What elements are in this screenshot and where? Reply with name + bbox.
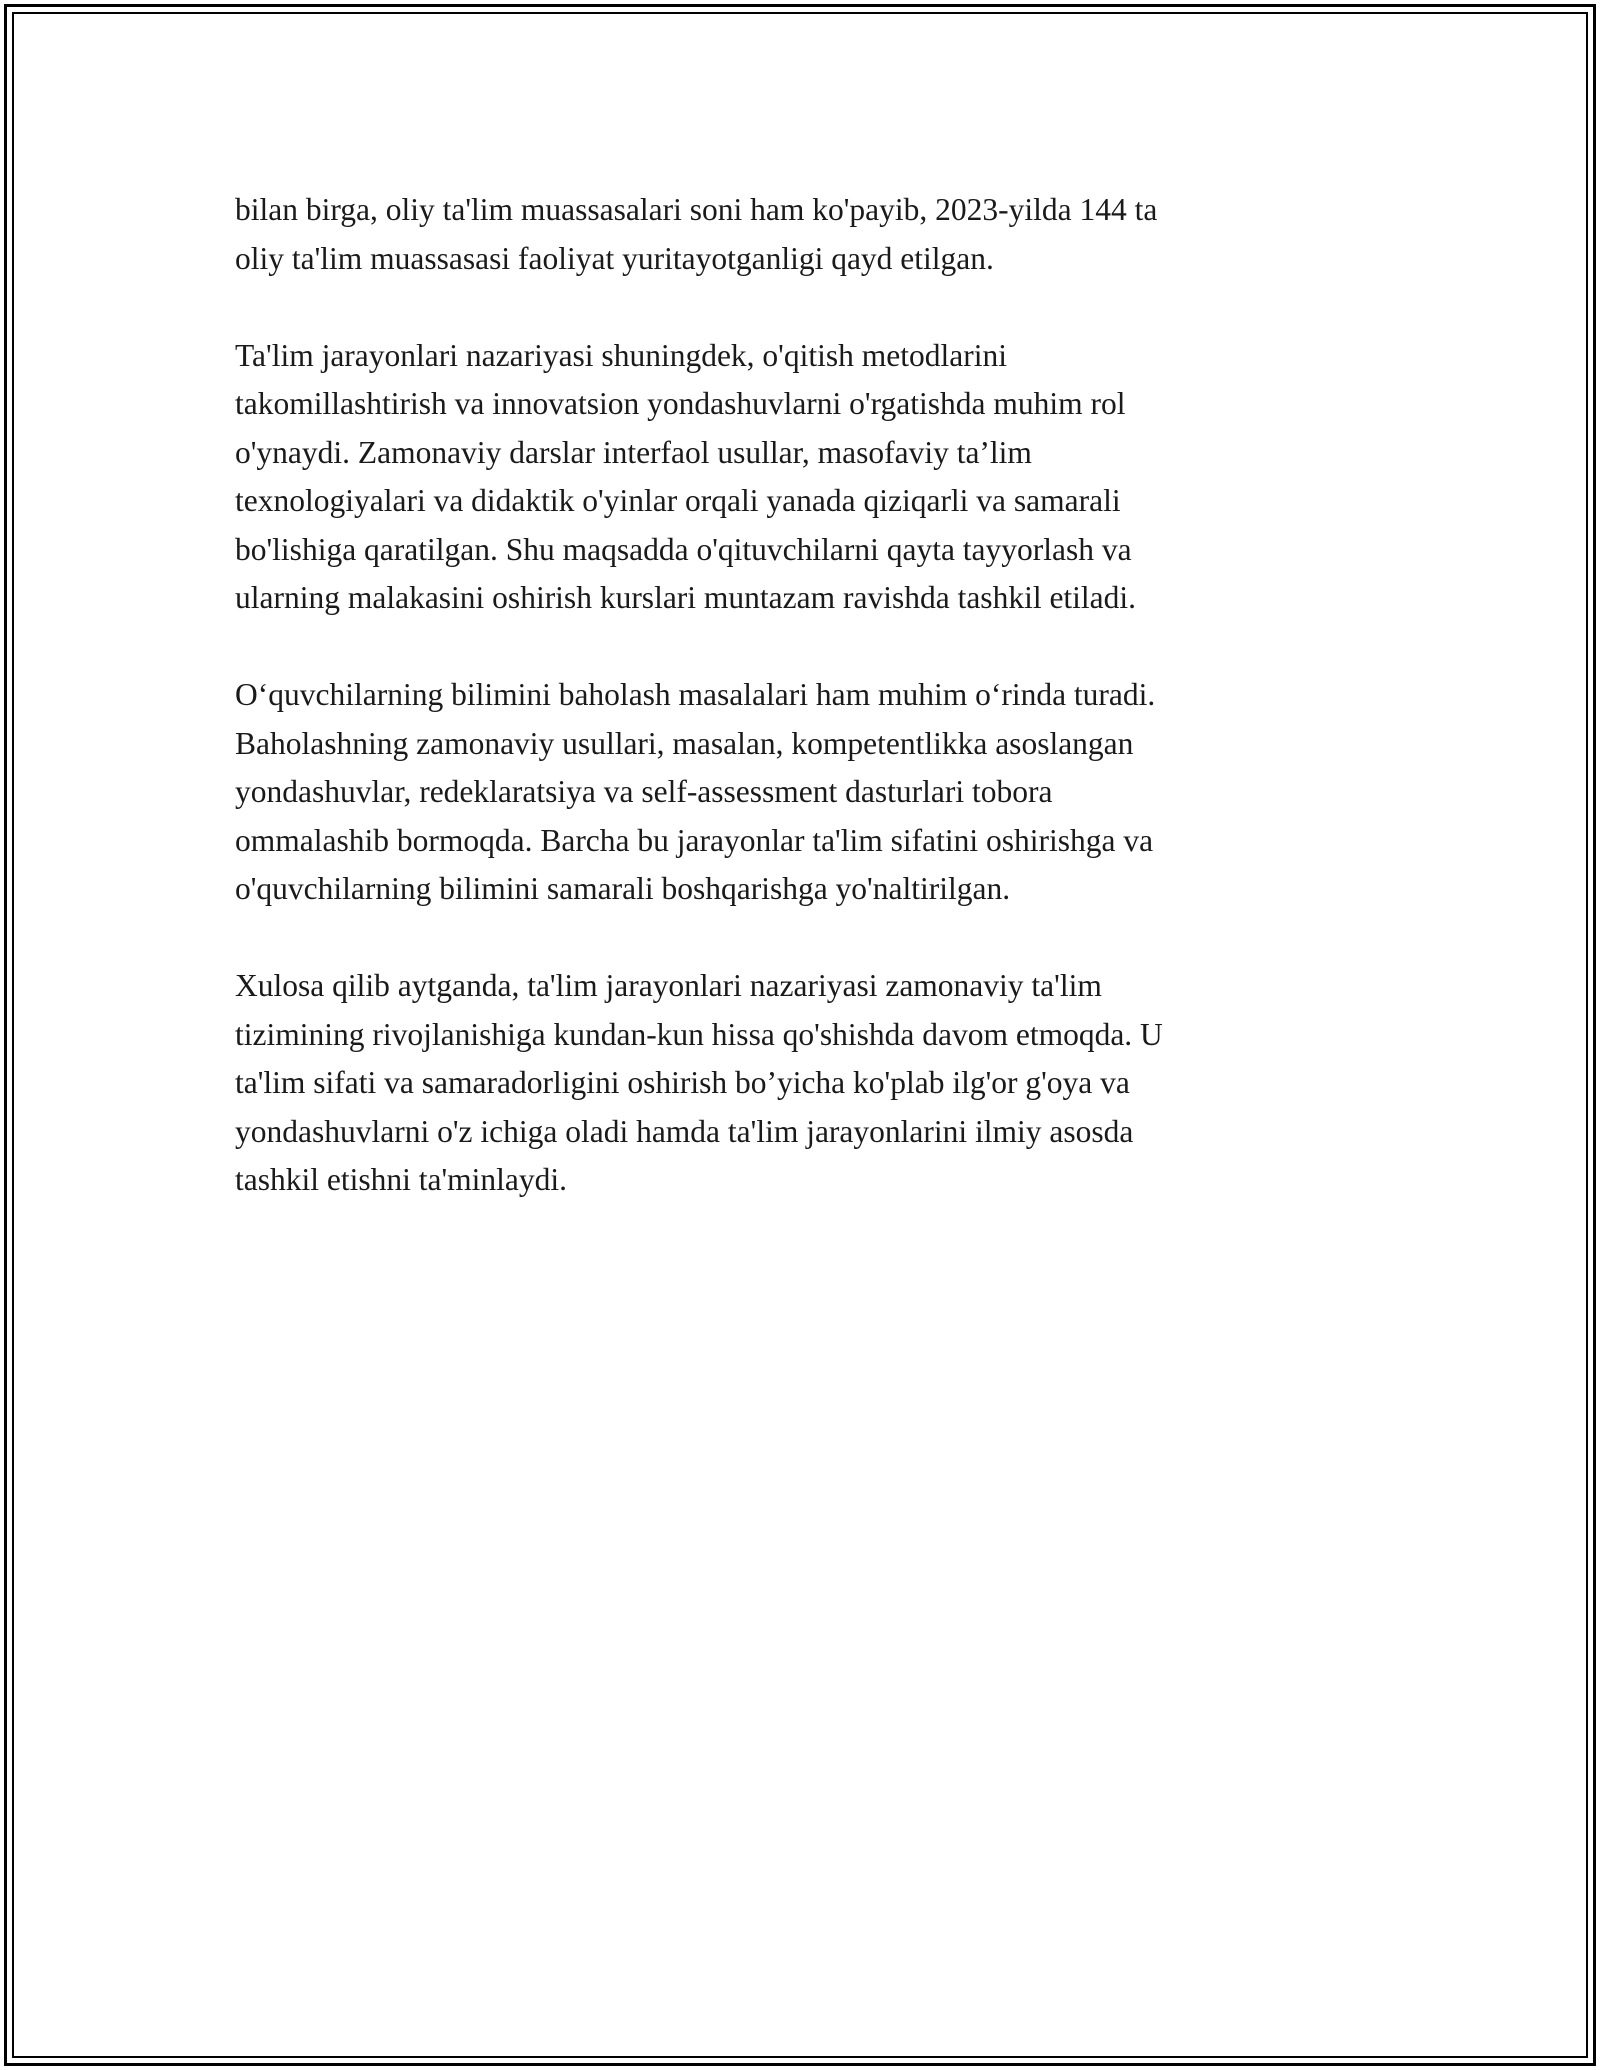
- text-line: ommalashib bormoqda. Barcha bu jarayonlar ta'lim sifatini oshirishga va: [235, 822, 1154, 858]
- text-line: Xulosa qilib aytganda, ta'lim jarayonlari nazariyasi zamonaviy ta'lim: [235, 968, 1102, 1003]
- paragraph-3: [235, 671, 1355, 914]
- text-line: ta'lim sifati va samaradorligini oshirish bo’yicha ko'plab ilg'or g'oya va: [235, 1065, 1130, 1100]
- paragraph-1: [235, 186, 1355, 283]
- text-line: ularning malakasini oshirish kurslari muntazam ravishda tashkil etiladi.: [235, 580, 1137, 615]
- paragraph-4: [235, 962, 1355, 1205]
- text-line: bo'lishiga qaratilgan. Shu maqsadda o'qituvchilarni qayta tayyorlash va: [235, 531, 1132, 567]
- text-line: takomillashtirish va innovatsion yondashuvlarni o'rgatishda muhim rol: [235, 386, 1126, 421]
- paragraph-2: [235, 332, 1355, 623]
- text-line: tizimining rivojlanishiga kundan-kun hissa qo'shishda davom etmoqda. U: [235, 1016, 1163, 1052]
- text-line: tashkil etishni ta'minlaydi.: [235, 1162, 568, 1197]
- text-line: yondashuvlar, redeklaratsiya va self-assessment dasturlari tobora: [235, 774, 1053, 809]
- text-line: oliy ta'lim muassasasi faoliyat yuritayotganligi qayd etilgan.: [235, 240, 994, 276]
- text-line: bilan birga, oliy ta'lim muassasalari soni ham ko'payib, 2023-yilda 144 ta: [235, 192, 1158, 227]
- text-line: O‘quvchilarning bilimini baholash masalalari ham muhim o‘rinda turadi.: [235, 677, 1156, 712]
- text-line: Ta'lim jarayonlari nazariyasi shuningdek, o'qitish metodlarini: [235, 337, 1007, 373]
- text-line: o'ynaydi. Zamonaviy darslar interfaol usullar, masofaviy ta’lim: [235, 434, 1032, 470]
- text-line: Baholashning zamonaviy usullari, masalan, kompetentlikka asoslangan: [235, 725, 1134, 761]
- text-line: o'quvchilarning bilimini samarali boshqarishga yo'naltirilgan.: [235, 871, 1011, 906]
- text-line: texnologiyalari va didaktik o'yinlar orqali yanada qiziqarli va samarali: [235, 483, 1121, 518]
- document-body: [235, 186, 1355, 1253]
- text-line: yondashuvlarni o'z ichiga oladi hamda ta'lim jarayonlarini ilmiy asosda: [235, 1113, 1134, 1149]
